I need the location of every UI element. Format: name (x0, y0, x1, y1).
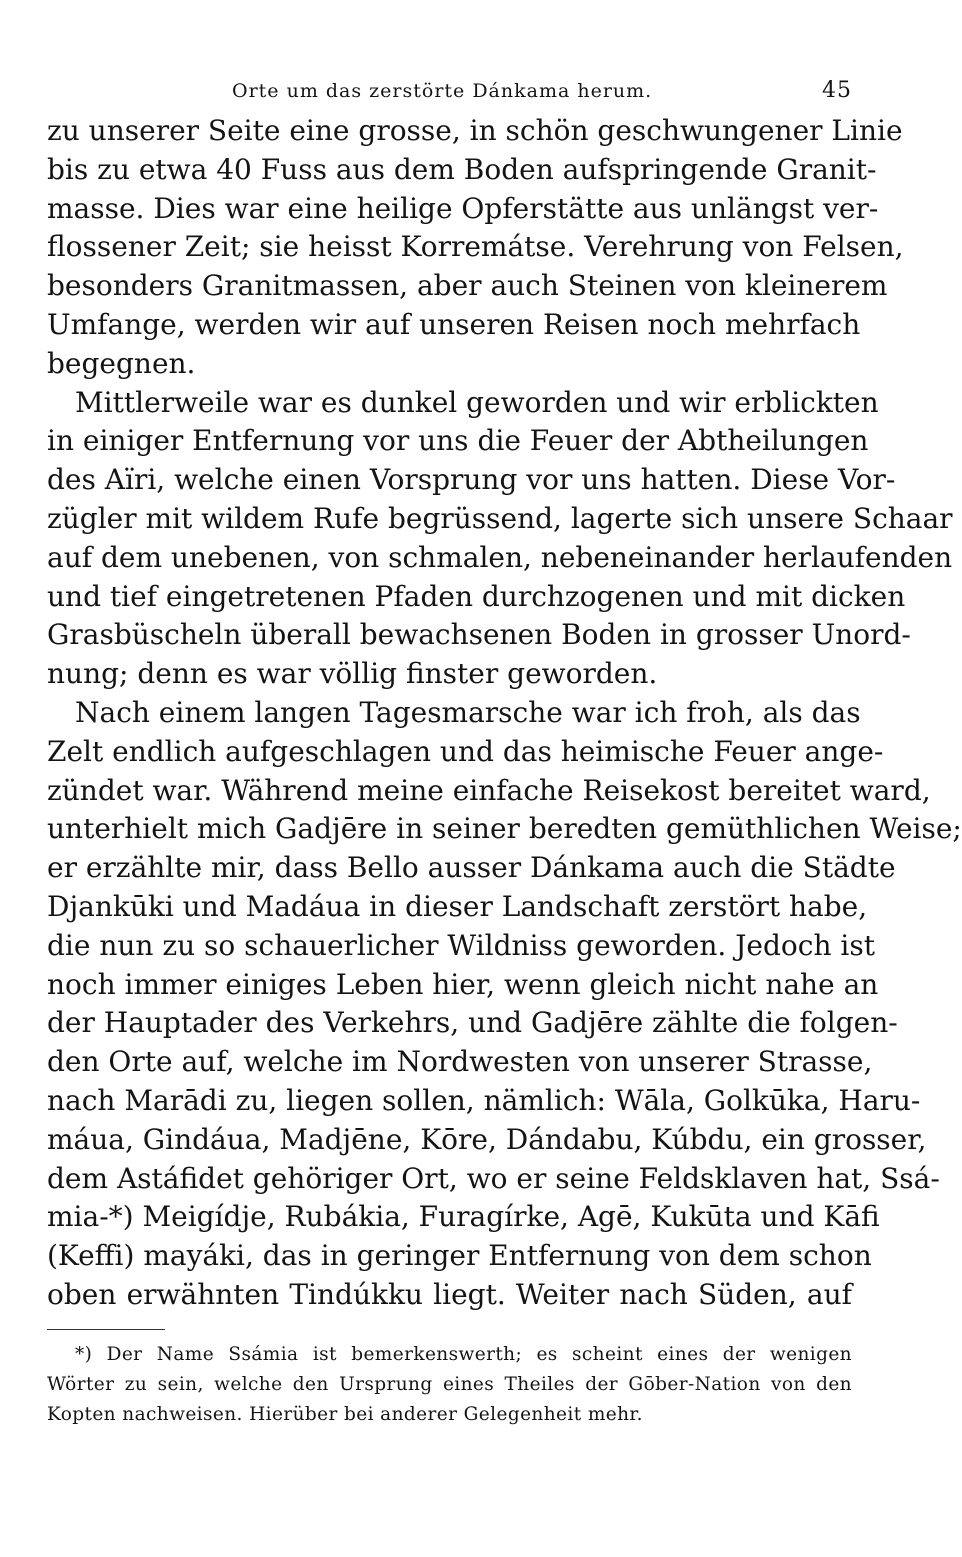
text-line: des Aïri, welche einen Vorsprung vor uns hatten. Diese Vor- (47, 463, 896, 497)
running-head (47, 72, 852, 110)
footnote-line: Kopten nachweisen. Hierüber bei anderer Gelegenheit mehr. (47, 1403, 643, 1425)
text-line: der Hauptader des Verkehrs, und Gadjēre zählte die folgen- (47, 1006, 898, 1040)
text-line: und tief eingetretenen Pfaden durchzogenen und mit dicken (47, 579, 906, 613)
text-line: nach Marādi zu, liegen sollen, nämlich: Wāla, Golkūka, Haru- (47, 1083, 921, 1117)
text-line: oben erwähnten Tindúkku liegt. Weiter nach Süden, auf (47, 1277, 852, 1311)
paragraph-3 (47, 694, 962, 1315)
text-line: auf dem unebenen, von schmalen, nebeneinander herlaufenden (47, 540, 953, 574)
text-line: zügler mit wildem Rufe begrüssend, lagerte sich unsere Schaar (47, 501, 953, 535)
text-line: er erzählte mir, dass Bello ausser Dánkama auch die Städte (47, 851, 896, 885)
footnote-line: Wörter zu sein, welche den Ursprung eines Theiles der Gōber-Nation von den (47, 1373, 852, 1395)
text-line: zu unserer Seite eine grosse, in schön geschwungener Linie (47, 114, 903, 147)
running-title: Orte um das zerstörte Dánkama herum. (232, 80, 653, 102)
text-line: die nun zu so schauerlicher Wildniss geworden. Jedoch ist (47, 928, 875, 962)
text-line: máua, Gindáua, Madjēne, Kōre, Dándabu, Kúbdu, ein grosser, (47, 1122, 927, 1156)
paragraph-1 (47, 112, 904, 384)
text-line: den Orte auf, welche im Nordwesten von unserer Strasse, (47, 1045, 873, 1079)
text-line: zündet war. Während meine einfache Reisekost bereitet ward, (47, 773, 931, 807)
text-line: Mittlerweile war es dunkel geworden und wir erblickten (75, 385, 879, 419)
text-line: mia-*) Meigídje, Rubákia, Furagírke, Agē, Kukūta und Kāfi (47, 1200, 880, 1234)
text-line: Djankūki und Madáua in dieser Landschaft zerstört habe, (47, 889, 868, 923)
text-line: besonders Granitmassen, aber auch Steinen von kleinerem (47, 269, 888, 303)
text-line: masse. Dies war eine heilige Opferstätte aus unlängst ver- (47, 191, 879, 225)
text-line: (Keffi) mayáki, das in geringer Entfernung von dem schon (47, 1239, 872, 1273)
text-line: flossener Zeit; sie heisst Korremátse. Verehrung von Felsen, (47, 230, 904, 264)
footnote-divider (47, 1329, 165, 1330)
text-line: nung; denn es war völlig finster geworden. (47, 657, 658, 691)
text-line: Umfange, werden wir auf unseren Reisen noch mehrfach (47, 307, 861, 341)
text-line: Zelt endlich aufgeschlagen und das heimische Feuer ange- (47, 734, 884, 768)
paragraph-2 (47, 384, 953, 694)
footnote (47, 1340, 852, 1430)
text-line: Grasbüscheln überall bewachsenen Boden in grosser Unord- (47, 618, 911, 652)
text-line: in einiger Entfernung vor uns die Feuer der Abtheilungen (47, 424, 869, 458)
text-line: Nach einem langen Tagesmarsche war ich froh, als das (75, 695, 861, 729)
footnote-line: *) Der Name Ssámia ist bemerkenswerth; es scheint eines der wenigen (75, 1343, 852, 1365)
text-line: dem Astáfidet gehöriger Ort, wo er seine Feldsklaven hat, Ssá- (47, 1161, 940, 1195)
text-line: unterhielt mich Gadjēre in seiner beredten gemüthlichen Weise; (47, 812, 962, 846)
text-line: noch immer einiges Leben hier, wenn gleich nicht nahe an (47, 967, 879, 1001)
body-text (47, 112, 962, 1315)
text-line: begegnen. (47, 346, 196, 380)
page-number: 45 (822, 78, 852, 103)
text-line: bis zu etwa 40 Fuss aus dem Boden aufspringende Granit- (47, 152, 877, 186)
book-page (47, 72, 962, 1430)
